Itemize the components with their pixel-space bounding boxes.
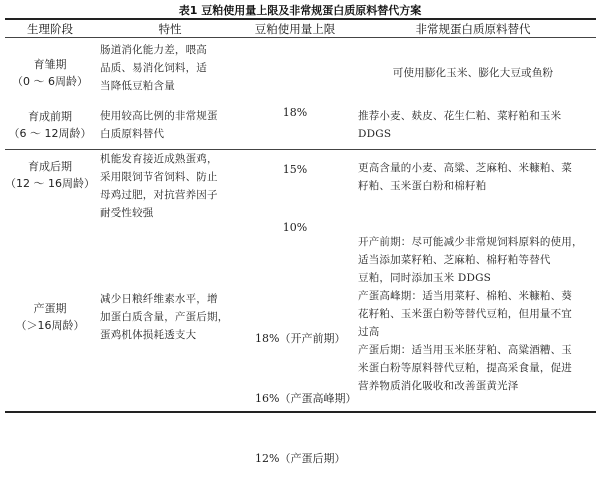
top-rule — [5, 18, 596, 20]
table-row-limit — [255, 289, 356, 489]
alt-line: DDGS — [358, 128, 392, 140]
limit-line: 10% — [282, 221, 308, 234]
header-traits: 特性 — [158, 22, 182, 36]
table-row-traits — [100, 150, 218, 222]
limit-line: 15% — [282, 163, 308, 176]
stage-line: 育成后期 — [28, 160, 72, 173]
table-row-stage — [5, 158, 95, 192]
traits-line: 母鸡过肥，对抗营养因子 — [100, 189, 218, 201]
traits-line: 耐受性较强 — [100, 207, 154, 219]
traits-line: 当降低豆粕含量 — [100, 80, 175, 92]
limit-line: 16%（产蛋高峰期） — [255, 392, 357, 405]
table-row-alternatives — [358, 159, 572, 195]
limit-line: 18% — [282, 106, 308, 119]
table-row-stage — [5, 300, 95, 334]
stage-line: 育雏期 — [33, 58, 67, 71]
table-row-stage — [5, 56, 95, 90]
table-title: 表1 豆粕使用量上限及非常规蛋白质原料替代方案 — [178, 4, 422, 17]
alt-line: 可使用膨化玉米、膨化大豆或鱼粉 — [392, 67, 554, 79]
traits-line: 使用较高比例的非常规蛋 — [100, 110, 218, 122]
alt-line: 产蛋高峰期：适当用菜籽、棉粕、米糠粕、葵 — [358, 290, 572, 302]
alt-line: 产蛋后期：适当用玉米胚芽粕、高粱酒糟、玉 — [358, 344, 572, 356]
table-row-alternatives — [358, 107, 561, 143]
table-row-traits — [100, 41, 207, 95]
alt-line: 营养物质消化吸收和改善蛋黄光泽 — [358, 380, 519, 392]
stage-line: 产蛋期 — [33, 302, 67, 315]
limit-line: 18%（开产前期） — [255, 332, 346, 345]
header-rule — [5, 37, 596, 38]
stage-line: （＞16周龄） — [15, 319, 85, 332]
table-row-stage — [5, 108, 95, 142]
traits-line: 蛋鸡机体损耗透支大 — [100, 329, 197, 341]
table-row-alternatives — [358, 233, 583, 395]
traits-line: 白质原料替代 — [100, 128, 165, 140]
alt-line: 米蛋白粉等原料替代豆粕，提高采食量，促进 — [358, 362, 572, 374]
traits-line: 肠道消化能力差，喂高 — [100, 44, 207, 56]
alt-line: 过高 — [358, 326, 380, 338]
header-limit: 豆粕使用量上限 — [254, 22, 336, 36]
alt-line: 推荐小麦、麸皮、花生仁粕、菜籽粕和玉米 — [358, 110, 562, 122]
header-alternatives: 非常规蛋白质原料替代 — [415, 22, 531, 36]
stage-line: （12 ～ 16周龄） — [5, 177, 95, 190]
traits-line: 加蛋白质含量，产蛋后期， — [100, 311, 229, 323]
limit-line: 12%（产蛋后期） — [255, 452, 346, 465]
alt-line: 籽粕、玉米蛋白粉和棉籽粕 — [358, 180, 487, 192]
table-row-traits — [100, 107, 218, 143]
traits-line: 减少日粮纤维素水平，增 — [100, 293, 218, 305]
alt-line: 适当添加菜籽粕、芝麻粕、棉籽粕等替代 — [358, 254, 551, 266]
traits-line: 机能发育接近成熟蛋鸡， — [100, 153, 218, 165]
alt-line: 豆粕，同时添加玉米 DDGS — [358, 272, 492, 284]
stage-line: （0 ～ 6周龄） — [12, 75, 88, 88]
stage-line: 育成前期 — [28, 110, 72, 123]
traits-line: 品质、易消化饲料，适 — [100, 62, 207, 74]
traits-line: 采用限饲节省饲料、防止 — [100, 171, 218, 183]
stage-line: （6 ～ 12周龄） — [8, 127, 92, 140]
table-row-limit — [245, 178, 345, 258]
header-stage: 生理阶段 — [27, 22, 73, 36]
table-row-traits — [100, 290, 228, 344]
alt-line: 花籽粕、玉米蛋白粉等替代豆粕，但用量不宜 — [358, 308, 572, 320]
alt-line: 更高含量的小麦、高粱、芝麻粕、米糠粕、菜 — [358, 162, 572, 174]
alt-line: 开产前期：尽可能减少非常规饲料原料的使用， — [358, 236, 583, 248]
table-row-alternatives — [350, 64, 596, 82]
